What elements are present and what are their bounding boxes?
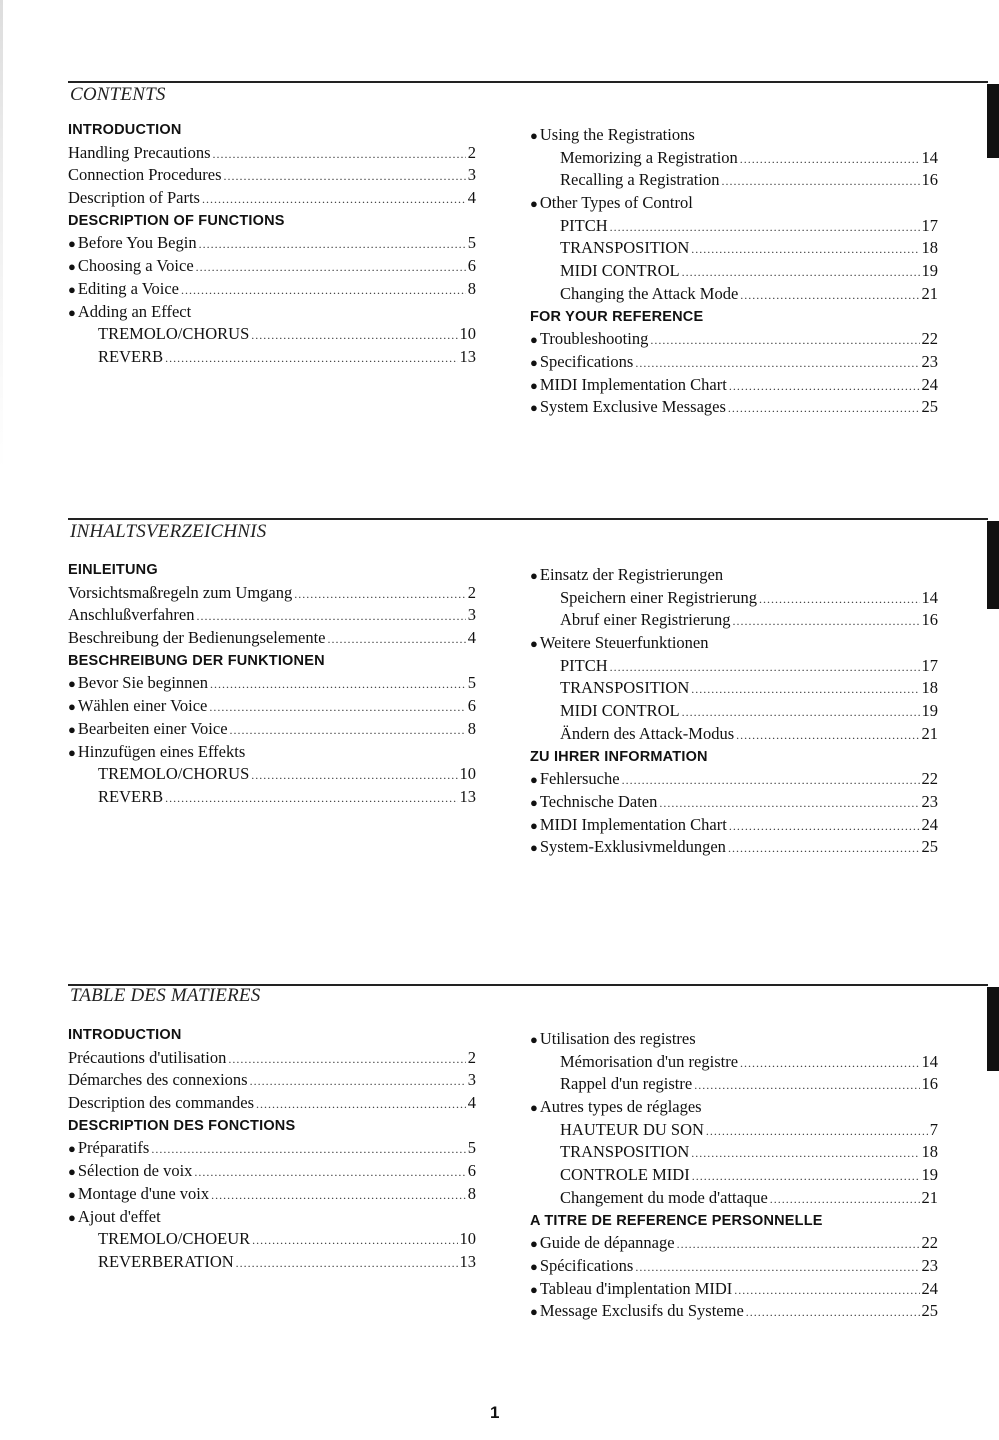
- toc-page-number: 21: [921, 1187, 938, 1207]
- toc-entry-label: ● Ajout d'effet: [77, 1206, 161, 1226]
- toc-entry-label: ● Hinzufügen eines Effekts: [77, 741, 246, 761]
- dot-leader: [196, 605, 465, 628]
- dot-leader: [250, 1070, 466, 1093]
- dot-leader: [230, 719, 466, 742]
- toc-entry: [530, 124, 938, 147]
- toc-entry-label: Handling Precautions: [68, 142, 211, 162]
- toc-page-number: 17: [921, 655, 938, 675]
- dot-leader: [732, 610, 919, 633]
- toc-page-number: 24: [921, 374, 938, 394]
- toc-page-number: 14: [921, 1051, 938, 1071]
- toc-entry-label: Démarches des connexions: [68, 1070, 248, 1090]
- toc-entry: [530, 1232, 938, 1255]
- toc-entry-label: ● Wählen einer Voice: [77, 696, 208, 716]
- toc-entry: [530, 396, 938, 419]
- toc-entry: [530, 192, 938, 215]
- toc-page-number: 21: [921, 283, 938, 303]
- toc-entry: [68, 187, 476, 210]
- toc-entry-label: ● Bevor Sie beginnen: [77, 673, 208, 693]
- toc-entry-label: FOR YOUR REFERENCE: [530, 308, 704, 325]
- dot-leader: [682, 261, 920, 284]
- toc-page-number: 24: [921, 814, 938, 834]
- toc-column-left: [68, 559, 476, 809]
- toc-page-number: 19: [921, 701, 938, 721]
- dot-leader: [729, 815, 920, 838]
- toc-page-number: 13: [459, 1251, 476, 1271]
- toc-entry-label: Abruf einer Registrierung: [560, 610, 731, 630]
- dot-leader: [622, 769, 920, 792]
- section-tab-marker: [987, 84, 999, 158]
- toc-heading: [68, 210, 476, 233]
- toc-entry: [68, 604, 476, 627]
- dot-leader: [635, 352, 919, 375]
- toc-entry: [68, 1251, 476, 1274]
- toc-page-number: 8: [467, 718, 476, 738]
- toc-entry-label: INTRODUCTION: [68, 122, 182, 138]
- toc-heading: [68, 1024, 476, 1047]
- toc-entry-label: TRANSPOSITION: [560, 678, 690, 698]
- toc-entry: [68, 1206, 476, 1229]
- toc-page-number: 5: [467, 673, 476, 693]
- toc-entry-label: REVERBERATION: [98, 1251, 234, 1271]
- toc-entry-label: INTRODUCTION: [68, 1027, 182, 1043]
- dot-leader: [213, 143, 466, 166]
- toc-entry-label: ● Einsatz der Registrierungen: [539, 565, 724, 584]
- toc-page-number: 14: [921, 147, 938, 167]
- toc-entry: [530, 677, 938, 700]
- toc-entry: [530, 374, 938, 397]
- toc-page-number: 16: [921, 1074, 938, 1094]
- dot-leader: [759, 588, 919, 611]
- toc-entry: [68, 255, 476, 278]
- dot-leader: [256, 1093, 466, 1116]
- dot-leader: [209, 696, 465, 719]
- dot-leader: [736, 724, 919, 747]
- dot-leader: [610, 216, 920, 239]
- toc-entry: [68, 763, 476, 786]
- toc-entry-label: TREMOLO/CHORUS: [98, 324, 250, 344]
- dot-leader: [202, 188, 466, 211]
- toc-page-number: 14: [921, 587, 938, 607]
- dot-leader: [328, 628, 466, 651]
- dot-leader: [252, 1229, 457, 1252]
- toc-entry: [530, 1119, 938, 1142]
- toc-entry: [530, 1096, 938, 1119]
- toc-entry-label: ● Autres types de réglages: [539, 1097, 702, 1117]
- toc-entry: [530, 1073, 938, 1096]
- toc-page-number: 22: [921, 1233, 938, 1253]
- toc-entry-label: Description of Parts: [68, 188, 200, 208]
- toc-entry: [530, 791, 938, 814]
- toc-heading: [530, 746, 938, 769]
- dot-leader: [294, 583, 466, 606]
- toc-entry: [68, 1047, 476, 1070]
- toc-page-number: 19: [921, 261, 938, 281]
- toc-page-number: 25: [921, 397, 938, 417]
- toc-entry-label: ● Utilisation des registres: [539, 1029, 696, 1048]
- toc-page-number: 18: [921, 238, 938, 258]
- dot-leader: [194, 1161, 465, 1184]
- toc-entry: [68, 627, 476, 650]
- toc-entry: [68, 786, 476, 809]
- toc-entry: [68, 346, 476, 369]
- toc-page-number: 19: [921, 1165, 938, 1185]
- dot-leader: [740, 284, 919, 307]
- toc-page-number: 25: [921, 1301, 938, 1321]
- toc-entry: [68, 695, 476, 718]
- toc-entry: [68, 672, 476, 695]
- toc-entry: [68, 301, 476, 324]
- dot-leader: [692, 1165, 920, 1188]
- toc-entry: [68, 164, 476, 187]
- toc-page-number: 4: [467, 188, 476, 208]
- toc-entry: [68, 278, 476, 301]
- toc-entry-label: HAUTEUR DU SON: [560, 1119, 704, 1139]
- toc-entry: [530, 351, 938, 374]
- toc-column-right: [530, 124, 938, 419]
- toc-page-number: 16: [921, 170, 938, 190]
- toc-entry-label: Mémorisation d'un registre: [560, 1051, 739, 1071]
- toc-column-left: [68, 1024, 476, 1274]
- toc-entry: [530, 215, 938, 238]
- toc-entry: [530, 1187, 938, 1210]
- toc-entry-label: Précautions d'utilisation: [68, 1047, 227, 1067]
- toc-entry-label: Speichern einer Registrierung: [560, 587, 758, 607]
- dot-leader: [210, 673, 466, 696]
- toc-entry-label: ● MIDI Implementation Chart: [539, 374, 727, 394]
- toc-entry: [530, 655, 938, 678]
- toc-entry: [530, 723, 938, 746]
- toc-page-number: 23: [921, 351, 938, 371]
- toc-entry-label: CONTROLE MIDI: [560, 1165, 690, 1185]
- toc-entry: [68, 1092, 476, 1115]
- toc-page-number: 7: [929, 1119, 938, 1139]
- section-tab-marker: [987, 521, 999, 609]
- toc-page-number: 4: [467, 628, 476, 648]
- dot-leader: [251, 324, 457, 347]
- toc-entry: [68, 232, 476, 255]
- toc-entry: [530, 1028, 938, 1051]
- toc-page-number: 2: [467, 1047, 476, 1067]
- dot-leader: [694, 1074, 919, 1097]
- toc-entry: [530, 836, 938, 859]
- toc-entry-label: ● Spécifications: [539, 1255, 634, 1275]
- dot-leader: [728, 397, 920, 420]
- toc-entry-label: Description des commandes: [68, 1093, 255, 1113]
- dot-leader: [635, 1256, 919, 1279]
- toc-entry: [68, 1137, 476, 1160]
- toc-entry-label: REVERB: [98, 346, 164, 366]
- toc-entry: [530, 1141, 938, 1164]
- dot-leader: [165, 347, 457, 370]
- toc-entry-label: Rappel d'un registre: [560, 1074, 693, 1094]
- toc-page-number: 2: [467, 142, 476, 162]
- toc-page-number: 21: [921, 723, 938, 743]
- toc-page-number: 2: [467, 582, 476, 602]
- dot-leader: [740, 148, 920, 171]
- toc-entry-label: Anschlußverfahren: [68, 605, 195, 625]
- dot-leader: [196, 256, 466, 279]
- toc-page-number: 25: [921, 837, 938, 857]
- toc-entry-label: ● System-Exklusivmeldungen: [539, 837, 726, 857]
- toc-heading: [530, 1210, 938, 1233]
- toc-entry-label: ● Using the Registrations: [539, 125, 695, 144]
- dot-leader: [721, 170, 919, 193]
- toc-entry-label: ● Before You Begin: [77, 233, 197, 253]
- toc-entry-label: EINLEITUNG: [68, 562, 158, 578]
- toc-page-number: 23: [921, 1255, 938, 1275]
- toc-entry-label: ● Préparatifs: [77, 1138, 150, 1158]
- toc-entry: [68, 741, 476, 764]
- dot-leader: [251, 764, 457, 787]
- section-title: INHALTSVERZEICHNIS: [70, 521, 267, 542]
- dot-leader: [151, 1138, 465, 1161]
- toc-entry-label: TRANSPOSITION: [560, 1142, 690, 1162]
- dot-leader: [729, 375, 920, 398]
- toc-page-number: 8: [467, 1183, 476, 1203]
- toc-entry-label: Connection Procedures: [68, 165, 222, 185]
- dot-leader: [740, 1052, 919, 1075]
- toc-entry: [68, 1228, 476, 1251]
- dot-leader: [734, 1279, 919, 1302]
- toc-entry-label: DESCRIPTION DES FONCTIONS: [68, 1117, 296, 1134]
- toc-entry-label: ● MIDI Implementation Chart: [539, 814, 727, 834]
- section-rule: [68, 518, 988, 520]
- toc-entry-label: ● Editing a Voice: [77, 278, 179, 298]
- toc-entry: [68, 582, 476, 605]
- toc-page-number: 5: [467, 1138, 476, 1158]
- toc-entry: [530, 1051, 938, 1074]
- toc-entry-label: REVERB: [98, 786, 164, 806]
- toc-entry-label: ● Bearbeiten einer Voice: [77, 718, 228, 738]
- dot-leader: [728, 837, 920, 860]
- toc-entry: [530, 632, 938, 655]
- dot-leader: [181, 279, 466, 302]
- toc-entry-label: ● Troubleshooting: [539, 329, 649, 349]
- toc-entry: [530, 1164, 938, 1187]
- toc-entry: [68, 323, 476, 346]
- toc-page-number: 13: [459, 786, 476, 806]
- dot-leader: [228, 1048, 465, 1071]
- toc-entry: [530, 283, 938, 306]
- toc-entry-label: ● Other Types of Control: [539, 193, 693, 213]
- dot-leader: [236, 1252, 458, 1275]
- dot-leader: [199, 233, 466, 256]
- page-number: 1: [490, 1403, 500, 1422]
- dot-leader: [650, 329, 919, 352]
- toc-entry: [530, 1300, 938, 1323]
- dot-leader: [706, 1120, 928, 1143]
- toc-page-number: 23: [921, 791, 938, 811]
- toc-entry-label: TREMOLO/CHORUS: [98, 764, 250, 784]
- toc-entry: [530, 814, 938, 837]
- toc-page-number: 8: [467, 278, 476, 298]
- toc-entry: [530, 260, 938, 283]
- toc-page-number: 18: [921, 678, 938, 698]
- toc-page-number: 5: [467, 233, 476, 253]
- dot-leader: [165, 787, 457, 810]
- toc-page-number: 10: [459, 324, 476, 344]
- toc-entry-label: PITCH: [560, 215, 608, 235]
- dot-leader: [682, 701, 920, 724]
- toc-entry-label: ZU IHRER INFORMATION: [530, 748, 708, 765]
- toc-entry: [68, 1183, 476, 1206]
- toc-page-number: 17: [921, 215, 938, 235]
- toc-entry: [530, 768, 938, 791]
- toc-column-left: [68, 119, 476, 369]
- toc-page-number: 22: [921, 769, 938, 789]
- toc-entry-label: A TITRE DE REFERENCE PERSONNELLE: [530, 1212, 823, 1229]
- toc-heading: [68, 119, 476, 142]
- toc-entry-label: MIDI CONTROL: [560, 701, 680, 721]
- toc-entry-label: ● Adding an Effect: [77, 301, 192, 321]
- toc-heading: [68, 1115, 476, 1138]
- toc-page-number: 6: [467, 696, 476, 716]
- toc-page-number: 13: [459, 346, 476, 366]
- toc-entry: [530, 1255, 938, 1278]
- toc-page-number: 10: [459, 1229, 476, 1249]
- toc-page-number: 24: [921, 1278, 938, 1298]
- toc-heading: [68, 650, 476, 673]
- toc-entry-label: Vorsichtsmaßregeln zum Umgang: [68, 582, 293, 602]
- toc-entry: [68, 142, 476, 165]
- toc-entry-label: ● Guide de dépannage: [539, 1233, 675, 1253]
- toc-entry-label: ● System Exclusive Messages: [539, 397, 726, 417]
- toc-entry-label: ● Specifications: [539, 351, 634, 371]
- toc-page-number: 10: [459, 764, 476, 784]
- dot-leader: [691, 678, 919, 701]
- dot-leader: [770, 1188, 920, 1211]
- toc-page-number: 18: [921, 1142, 938, 1162]
- section-tab-marker: [987, 987, 999, 1071]
- toc-entry: [68, 718, 476, 741]
- toc-page-number: 22: [921, 329, 938, 349]
- toc-entry-label: Ändern des Attack-Modus: [560, 723, 735, 743]
- toc-entry-label: Memorizing a Registration: [560, 147, 738, 167]
- toc-entry: [530, 609, 938, 632]
- dot-leader: [691, 238, 919, 261]
- toc-entry-label: ● Message Exclusifs du Systeme: [539, 1301, 744, 1321]
- toc-page-number: 3: [467, 1070, 476, 1090]
- toc-entry: [530, 237, 938, 260]
- toc-entry-label: ● Montage d'une voix: [77, 1183, 210, 1203]
- toc-entry-label: PITCH: [560, 655, 608, 675]
- dot-leader: [691, 1142, 919, 1165]
- toc-entry: [68, 1069, 476, 1092]
- toc-page-number: 6: [467, 1161, 476, 1181]
- dot-leader: [610, 656, 920, 679]
- toc-entry-label: Changing the Attack Mode: [560, 283, 739, 303]
- toc-heading: [68, 559, 476, 582]
- toc-entry: [530, 700, 938, 723]
- toc-column-right: [530, 1028, 938, 1323]
- section-rule: [68, 81, 988, 83]
- dot-leader: [224, 165, 466, 188]
- toc-entry-label: Changement du mode d'attaque: [560, 1187, 768, 1207]
- toc-entry-label: BESCHREIBUNG DER FUNKTIONEN: [68, 652, 325, 669]
- toc-entry-label: Recalling a Registration: [560, 170, 720, 190]
- toc-page-number: 6: [467, 256, 476, 276]
- toc-entry: [530, 587, 938, 610]
- toc-entry-label: ● Sélection de voix: [77, 1161, 193, 1181]
- scan-edge: [0, 0, 3, 470]
- toc-page-number: 3: [467, 605, 476, 625]
- toc-column-right: [530, 564, 938, 859]
- toc-entry-label: DESCRIPTION OF FUNCTIONS: [68, 212, 285, 229]
- dot-leader: [677, 1233, 920, 1256]
- toc-entry: [530, 564, 938, 587]
- toc-entry-label: TREMOLO/CHOEUR: [98, 1229, 251, 1249]
- toc-page-number: 4: [467, 1093, 476, 1113]
- toc-heading: [530, 306, 938, 329]
- dot-leader: [211, 1184, 466, 1207]
- dot-leader: [746, 1301, 920, 1324]
- toc-entry-label: ● Technische Daten: [539, 791, 658, 811]
- section-title: CONTENTS: [70, 84, 166, 105]
- toc-page-number: 16: [921, 610, 938, 630]
- toc-entry-label: Beschreibung der Bedienungselemente: [68, 628, 326, 648]
- toc-entry: [530, 328, 938, 351]
- toc-entry-label: ● Weitere Steuerfunktionen: [539, 633, 709, 653]
- dot-leader: [659, 792, 919, 815]
- toc-entry-label: TRANSPOSITION: [560, 238, 690, 258]
- toc-entry-label: ● Fehlersuche: [539, 769, 620, 789]
- toc-entry: [530, 1278, 938, 1301]
- section-title: TABLE DES MATIERES: [70, 985, 261, 1006]
- toc-entry: [530, 147, 938, 170]
- toc-page-number: 3: [467, 165, 476, 185]
- toc-entry: [68, 1160, 476, 1183]
- toc-entry-label: ● Tableau d'implentation MIDI: [539, 1278, 733, 1298]
- toc-entry-label: ● Choosing a Voice: [77, 256, 194, 276]
- toc-entry-label: MIDI CONTROL: [560, 261, 680, 281]
- toc-entry: [530, 169, 938, 192]
